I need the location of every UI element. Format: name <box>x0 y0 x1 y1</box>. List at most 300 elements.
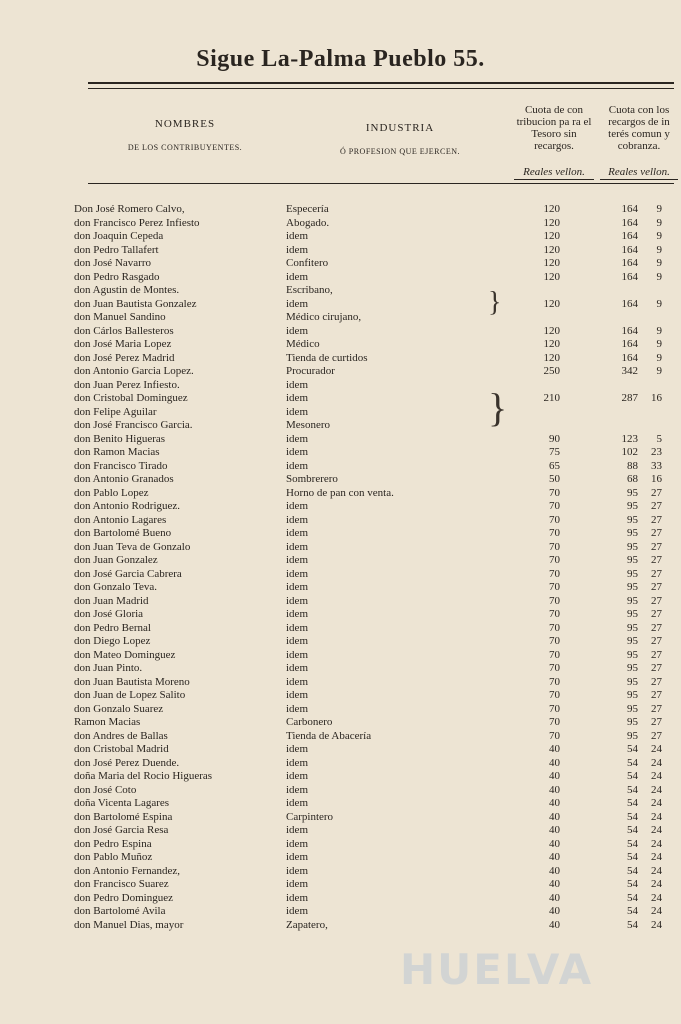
cuota-con-recargos-reales: 54 <box>627 810 638 823</box>
cuota-con-recargos-reales: 95 <box>627 500 638 512</box>
cuota-con-recargos-reales: 164 <box>621 257 638 269</box>
cuota-con-recargos-reales: 54 <box>627 891 638 904</box>
cuota-con-recargos-cents: 27 <box>651 513 662 526</box>
cuota-con-recargos-reales: 164 <box>621 338 638 350</box>
contributor-name: don Gonzalo Suarez <box>74 702 164 715</box>
cuota-con-recargos-cents: 24 <box>651 864 662 877</box>
header-industria <box>300 122 500 158</box>
contributor-name: don Juan Pinto. <box>74 662 143 674</box>
profession: idem <box>286 594 308 607</box>
contributor-name: don Mateo Dominguez <box>74 648 176 661</box>
table-row <box>0 365 681 379</box>
profession: idem <box>286 230 308 242</box>
cuota-con-recargos-cents: 24 <box>651 770 662 782</box>
table-row <box>0 676 681 690</box>
table-row <box>0 244 681 258</box>
cuota-con-recargos-cents: 27 <box>651 486 662 499</box>
cuota-con-recargos-reales: 164 <box>621 203 638 215</box>
cuota-con-recargos-cents: 9 <box>656 243 662 256</box>
table-row <box>0 865 681 879</box>
cuota-con-recargos-reales: 95 <box>627 675 638 688</box>
profession: idem <box>286 243 308 256</box>
contributor-name: don Bartolomé Avila <box>74 905 166 917</box>
cuota-con-recargos-cents: 9 <box>656 338 662 350</box>
contributors-table <box>0 203 681 932</box>
profession: idem <box>286 851 308 863</box>
profession: Horno de pan con venta. <box>286 486 394 499</box>
header-nombres-label: NOMBRES <box>154 118 216 130</box>
profession: idem <box>286 540 308 553</box>
brace-procurador: } <box>488 385 508 430</box>
cuota-con-recargos-reales: 342 <box>621 365 638 377</box>
cuota-sin-recargos: 70 <box>549 608 560 620</box>
cuota-con-recargos-cents: 24 <box>651 824 662 836</box>
table-row <box>0 284 681 298</box>
cuota-sin-recargos: 120 <box>543 270 560 283</box>
cuota-con-recargos-reales: 95 <box>627 662 638 674</box>
table-row <box>0 311 681 325</box>
profession: idem <box>286 891 308 904</box>
cuota-sin-recargos: 40 <box>549 891 560 904</box>
profession: idem <box>286 797 308 809</box>
cuota-sin-recargos: 40 <box>549 851 560 863</box>
table-row <box>0 635 681 649</box>
profession: idem <box>286 446 308 458</box>
cuota-con-recargos-reales: 54 <box>627 905 638 917</box>
contributor-name: don Juan Gonzalez <box>74 554 158 566</box>
cuota-con-recargos-reales: 54 <box>627 918 638 931</box>
cuota-con-recargos-reales: 68 <box>627 473 638 485</box>
cuota-con-recargos-cents: 27 <box>651 648 662 661</box>
cuota-con-recargos-cents: 27 <box>651 540 662 553</box>
cuota-sin-recargos: 210 <box>543 392 560 404</box>
cuota-con-recargos-reales: 54 <box>627 837 638 850</box>
header-cuota-con-recargos: Cuota con los recargos de in terés comun y cobranza. <box>608 104 670 152</box>
cuota-con-recargos-reales: 95 <box>627 648 638 661</box>
profession: idem <box>286 675 308 688</box>
profession: idem <box>286 567 308 580</box>
cuota-con-recargos-reales: 164 <box>621 324 638 337</box>
profession: idem <box>286 405 308 418</box>
table-row <box>0 298 681 312</box>
cuota-con-recargos-reales: 164 <box>621 270 638 283</box>
cuota-sin-recargos: 40 <box>549 743 560 755</box>
table-row <box>0 568 681 582</box>
table-row <box>0 919 681 933</box>
table-row <box>0 554 681 568</box>
cuota-con-recargos-reales: 102 <box>621 446 638 458</box>
cuota-con-recargos-cents: 27 <box>651 594 662 607</box>
cuota-con-recargos-cents: 9 <box>656 324 662 337</box>
cuota-sin-recargos: 120 <box>543 338 560 350</box>
table-row <box>0 851 681 865</box>
cuota-con-recargos-reales: 95 <box>627 608 638 620</box>
cuota-con-recargos-reales: 95 <box>627 702 638 715</box>
cuota-sin-recargos: 120 <box>543 216 560 229</box>
cuota-sin-recargos: 120 <box>543 297 560 310</box>
contributor-name: don Bartolomé Bueno <box>74 527 172 539</box>
cuota-con-recargos-cents: 9 <box>656 365 662 377</box>
contributor-name: doña Maria del Rocio Higueras <box>74 770 213 782</box>
cuota-con-recargos-cents: 27 <box>651 635 662 647</box>
cuota-sin-recargos: 40 <box>549 756 560 769</box>
table-row <box>0 838 681 852</box>
page-title: Sigue La-Palma Pueblo 55. <box>196 46 485 72</box>
cuota-con-recargos-reales: 95 <box>627 486 638 499</box>
profession: idem <box>286 648 308 661</box>
cuota-con-recargos-reales: 95 <box>627 581 638 593</box>
profession: idem <box>286 527 308 539</box>
cuota-sin-recargos: 120 <box>543 351 560 364</box>
contributor-name: don Juan Bautista Gonzalez <box>74 297 197 310</box>
profession: Zapatero, <box>286 918 328 931</box>
contributor-name: don José Francisco Garcia. <box>74 419 193 431</box>
profession: idem <box>286 392 308 404</box>
contributor-name: don José Perez Madrid <box>74 351 175 364</box>
header-nombres <box>100 118 270 154</box>
contributor-name: don Joaquin Cepeda <box>74 230 164 242</box>
contributor-name: don José Coto <box>74 783 137 796</box>
cuota-con-recargos-cents: 16 <box>651 473 662 485</box>
cuota-con-recargos-cents: 27 <box>651 716 662 728</box>
table-row <box>0 446 681 460</box>
top-rule-thin <box>88 88 674 89</box>
table-row <box>0 460 681 474</box>
cuota-con-recargos-cents: 9 <box>656 216 662 229</box>
cuota-sin-recargos: 40 <box>549 905 560 917</box>
cuota-sin-recargos: 90 <box>549 432 560 445</box>
contributor-name: don Diego Lopez <box>74 635 151 647</box>
profession: idem <box>286 702 308 715</box>
table-row <box>0 662 681 676</box>
table-row <box>0 743 681 757</box>
cuota-con-recargos-cents: 33 <box>651 459 662 472</box>
cuota-con-recargos-cents: 24 <box>651 743 662 755</box>
table-row <box>0 419 681 433</box>
cuota-sin-recargos: 120 <box>543 257 560 269</box>
cuota-con-recargos-reales: 54 <box>627 824 638 836</box>
profession: Especería <box>286 203 329 215</box>
table-row <box>0 608 681 622</box>
profession: idem <box>286 554 308 566</box>
table-row <box>0 703 681 717</box>
cuota-con-recargos-cents: 24 <box>651 810 662 823</box>
table-row <box>0 770 681 784</box>
cuota-con-recargos-cents: 27 <box>651 729 662 742</box>
contributor-name: don Juan Teva de Gonzalo <box>74 540 191 553</box>
profession: Médico cirujano, <box>286 311 362 323</box>
header-industria-sub: Ó PROFESION QUE EJERCEN. <box>339 147 460 156</box>
contributor-name: don Andres de Ballas <box>74 729 168 742</box>
contributor-name: don Manuel Dias, mayor <box>74 918 184 931</box>
table-row <box>0 487 681 501</box>
contributor-name: don Agustin de Montes. <box>74 284 180 296</box>
profession: Escribano, <box>286 284 333 296</box>
unit-label-2: Reales vellon. <box>608 166 670 178</box>
table-row <box>0 689 681 703</box>
profession: idem <box>286 878 308 890</box>
profession: idem <box>286 743 308 755</box>
cuota-con-recargos-cents: 27 <box>651 500 662 512</box>
cuota-con-recargos-reales: 54 <box>627 864 638 877</box>
table-row <box>0 406 681 420</box>
cuota-con-recargos-reales: 164 <box>621 351 638 364</box>
contributor-name: don Pedro Dominguez <box>74 891 173 904</box>
contributor-name: don Manuel Sandino <box>74 311 166 323</box>
contributor-name: don Pedro Bernal <box>74 621 151 634</box>
contributor-name: don Pablo Muñoz <box>74 851 153 863</box>
contributor-name: don Antonio Granados <box>74 473 174 485</box>
cuota-con-recargos-reales: 54 <box>627 797 638 809</box>
profession: Tienda de curtidos <box>286 351 368 364</box>
cuota-sin-recargos: 120 <box>543 324 560 337</box>
profession: idem <box>286 864 308 877</box>
cuota-con-recargos-cents: 24 <box>651 756 662 769</box>
contributor-name: don Bartolomé Espina <box>74 810 173 823</box>
table-row <box>0 514 681 528</box>
cuota-sin-recargos: 70 <box>549 662 560 674</box>
profession: Tienda de Abacería <box>286 729 372 742</box>
profession: Confitero <box>286 257 329 269</box>
cuota-sin-recargos: 250 <box>543 365 560 377</box>
header-cuota-sin-recargos: Cuota de con tribucion pa ra el Tesoro sin recargos. <box>516 104 592 152</box>
contributor-name: don José Maria Lopez <box>74 338 172 350</box>
profession: Médico <box>286 338 320 350</box>
cuota-con-recargos-cents: 27 <box>651 675 662 688</box>
cuota-con-recargos-cents: 23 <box>651 446 662 458</box>
cuota-con-recargos-reales: 95 <box>627 716 638 728</box>
table-row <box>0 649 681 663</box>
cuota-sin-recargos: 40 <box>549 783 560 796</box>
table-row <box>0 230 681 244</box>
cuota-con-recargos-cents: 16 <box>651 392 662 404</box>
cuota-con-recargos-cents: 9 <box>656 351 662 364</box>
profession: Carpintero <box>286 810 334 823</box>
cuota-con-recargos-reales: 95 <box>627 527 638 539</box>
contributor-name: don Cristobal Dominguez <box>74 392 188 404</box>
table-row <box>0 757 681 771</box>
cuota-con-recargos-cents: 27 <box>651 621 662 634</box>
cuota-con-recargos-reales: 287 <box>621 392 638 404</box>
cuota-sin-recargos: 40 <box>549 770 560 782</box>
unit-underline-2 <box>600 179 678 180</box>
table-row <box>0 784 681 798</box>
table-row <box>0 811 681 825</box>
top-rule <box>88 82 674 84</box>
cuota-sin-recargos: 70 <box>549 716 560 728</box>
profession: idem <box>286 432 308 445</box>
table-row <box>0 581 681 595</box>
contributor-name: don Antonio Rodriguez. <box>74 500 181 512</box>
cuota-sin-recargos: 70 <box>549 486 560 499</box>
contributor-name: don Pedro Tallafert <box>74 243 159 256</box>
contributor-name: don Antonio Fernandez, <box>74 864 181 877</box>
cuota-con-recargos-cents: 27 <box>651 662 662 674</box>
cuota-con-recargos-reales: 54 <box>627 770 638 782</box>
table-row <box>0 797 681 811</box>
profession: idem <box>286 783 308 796</box>
contributor-name: don Juan Bautista Moreno <box>74 675 190 688</box>
cuota-con-recargos-reales: 95 <box>627 729 638 742</box>
profession: idem <box>286 608 308 620</box>
cuota-con-recargos-cents: 9 <box>656 257 662 269</box>
profession: idem <box>286 689 308 701</box>
cuota-con-recargos-reales: 88 <box>627 459 638 472</box>
cuota-con-recargos-reales: 164 <box>621 297 638 310</box>
cuota-sin-recargos: 65 <box>549 459 560 472</box>
cuota-sin-recargos: 40 <box>549 797 560 809</box>
contributor-name: don José Navarro <box>74 257 151 269</box>
contributor-name: don José Perez Duende. <box>74 756 180 769</box>
contributor-name: don Antonio Garcia Lopez. <box>74 365 194 377</box>
profession: Procurador <box>286 365 335 377</box>
contributor-name: Don José Romero Calvo, <box>74 203 185 215</box>
table-row <box>0 217 681 231</box>
profession: Abogado. <box>286 216 330 229</box>
table-row <box>0 541 681 555</box>
table-row <box>0 905 681 919</box>
profession: idem <box>286 297 308 310</box>
cuota-con-recargos-cents: 27 <box>651 689 662 701</box>
table-row <box>0 527 681 541</box>
cuota-con-recargos-cents: 27 <box>651 608 662 620</box>
cuota-con-recargos-reales: 95 <box>627 513 638 526</box>
profession: Sombrerero <box>286 473 338 485</box>
profession: idem <box>286 459 308 472</box>
cuota-con-recargos-reales: 95 <box>627 689 638 701</box>
contributor-name: don Juan de Lopez Salito <box>74 689 186 701</box>
contributor-name: don Juan Perez Infiesto. <box>74 378 180 391</box>
cuota-con-recargos-reales: 54 <box>627 878 638 890</box>
cuota-sin-recargos: 70 <box>549 500 560 512</box>
table-row <box>0 892 681 906</box>
table-row <box>0 392 681 406</box>
cuota-sin-recargos: 75 <box>549 446 560 458</box>
cuota-con-recargos-cents: 24 <box>651 891 662 904</box>
unit-label-1: Reales vellon. <box>523 166 585 178</box>
cuota-con-recargos-reales: 164 <box>621 216 638 229</box>
table-row <box>0 203 681 217</box>
cuota-sin-recargos: 70 <box>549 540 560 553</box>
table-row <box>0 473 681 487</box>
cuota-con-recargos-cents: 27 <box>651 554 662 566</box>
profession: idem <box>286 905 308 917</box>
cuota-sin-recargos: 70 <box>549 554 560 566</box>
profession: idem <box>286 756 308 769</box>
contributor-name: don José Gloria <box>74 608 144 620</box>
table-row <box>0 878 681 892</box>
profession: Mesonero <box>286 419 330 431</box>
cuota-sin-recargos: 70 <box>549 581 560 593</box>
cuota-con-recargos-reales: 54 <box>627 851 638 863</box>
profession: idem <box>286 837 308 850</box>
cuota-con-recargos-cents: 9 <box>656 270 662 283</box>
cuota-con-recargos-reales: 95 <box>627 554 638 566</box>
contributor-name: doña Vicenta Lagares <box>74 797 170 809</box>
contributor-name: don Pablo Lopez <box>74 486 149 499</box>
profession: idem <box>286 581 308 593</box>
cuota-sin-recargos: 40 <box>549 824 560 836</box>
contributor-name: don Pedro Espina <box>74 837 152 850</box>
contributor-name: don Francisco Perez Infiesto <box>74 216 200 229</box>
profession: idem <box>286 500 308 512</box>
table-row <box>0 352 681 366</box>
contributor-name: don Francisco Suarez <box>74 878 169 890</box>
cuota-sin-recargos: 70 <box>549 648 560 661</box>
table-row <box>0 325 681 339</box>
cuota-con-recargos-cents: 24 <box>651 851 662 863</box>
cuota-con-recargos-cents: 24 <box>651 837 662 850</box>
contributor-name: don Pedro Rasgado <box>74 270 160 283</box>
cuota-sin-recargos: 120 <box>543 203 560 215</box>
profession: Carbonero <box>286 716 333 728</box>
table-row <box>0 595 681 609</box>
contributor-name: don Ramon Macias <box>74 446 160 458</box>
cuota-con-recargos-reales: 95 <box>627 540 638 553</box>
cuota-sin-recargos: 70 <box>549 621 560 634</box>
table-row <box>0 338 681 352</box>
cuota-sin-recargos: 120 <box>543 243 560 256</box>
cuota-con-recargos-reales: 95 <box>627 635 638 647</box>
cuota-sin-recargos: 40 <box>549 918 560 931</box>
profession: idem <box>286 378 308 391</box>
cuota-sin-recargos: 40 <box>549 878 560 890</box>
cuota-sin-recargos: 70 <box>549 594 560 607</box>
table-row <box>0 379 681 393</box>
contributor-name: don Cárlos Ballesteros <box>74 324 174 337</box>
profession: idem <box>286 513 308 526</box>
cuota-sin-recargos: 70 <box>549 513 560 526</box>
cuota-con-recargos-cents: 24 <box>651 783 662 796</box>
cuota-con-recargos-cents: 24 <box>651 797 662 809</box>
cuota-con-recargos-cents: 5 <box>656 432 662 445</box>
cuota-con-recargos-cents: 27 <box>651 567 662 580</box>
cuota-sin-recargos: 70 <box>549 675 560 688</box>
watermark-text: HUELVA <box>400 945 594 994</box>
cuota-con-recargos-cents: 27 <box>651 527 662 539</box>
contributor-name: don Felipe Aguilar <box>74 405 157 418</box>
table-row <box>0 500 681 514</box>
cuota-con-recargos-reales: 54 <box>627 783 638 796</box>
profession: idem <box>286 824 308 836</box>
contributor-name: don José Garcia Cabrera <box>74 567 182 580</box>
cuota-sin-recargos: 40 <box>549 837 560 850</box>
table-row <box>0 622 681 636</box>
cuota-con-recargos-cents: 24 <box>651 905 662 917</box>
contributor-name: don Francisco Tirado <box>74 459 168 472</box>
table-row <box>0 730 681 744</box>
cuota-con-recargos-cents: 9 <box>656 297 662 310</box>
profession: idem <box>286 621 308 634</box>
cuota-con-recargos-cents: 27 <box>651 702 662 715</box>
cuota-con-recargos-reales: 95 <box>627 594 638 607</box>
cuota-sin-recargos: 70 <box>549 635 560 647</box>
header-rule <box>88 183 674 184</box>
profession: idem <box>286 770 308 782</box>
cuota-con-recargos-cents: 9 <box>656 230 662 242</box>
cuota-sin-recargos: 70 <box>549 567 560 580</box>
cuota-sin-recargos: 120 <box>543 230 560 242</box>
profession: idem <box>286 324 308 337</box>
header-nombres-sub: DE LOS CONTRIBUYENTES. <box>127 143 243 152</box>
cuota-sin-recargos: 40 <box>549 864 560 877</box>
cuota-sin-recargos: 70 <box>549 729 560 742</box>
table-row <box>0 271 681 285</box>
cuota-sin-recargos: 50 <box>549 473 560 485</box>
contributor-name: don Gonzalo Teva. <box>74 581 158 593</box>
cuota-con-recargos-reales: 164 <box>621 230 638 242</box>
cuota-sin-recargos: 70 <box>549 702 560 715</box>
